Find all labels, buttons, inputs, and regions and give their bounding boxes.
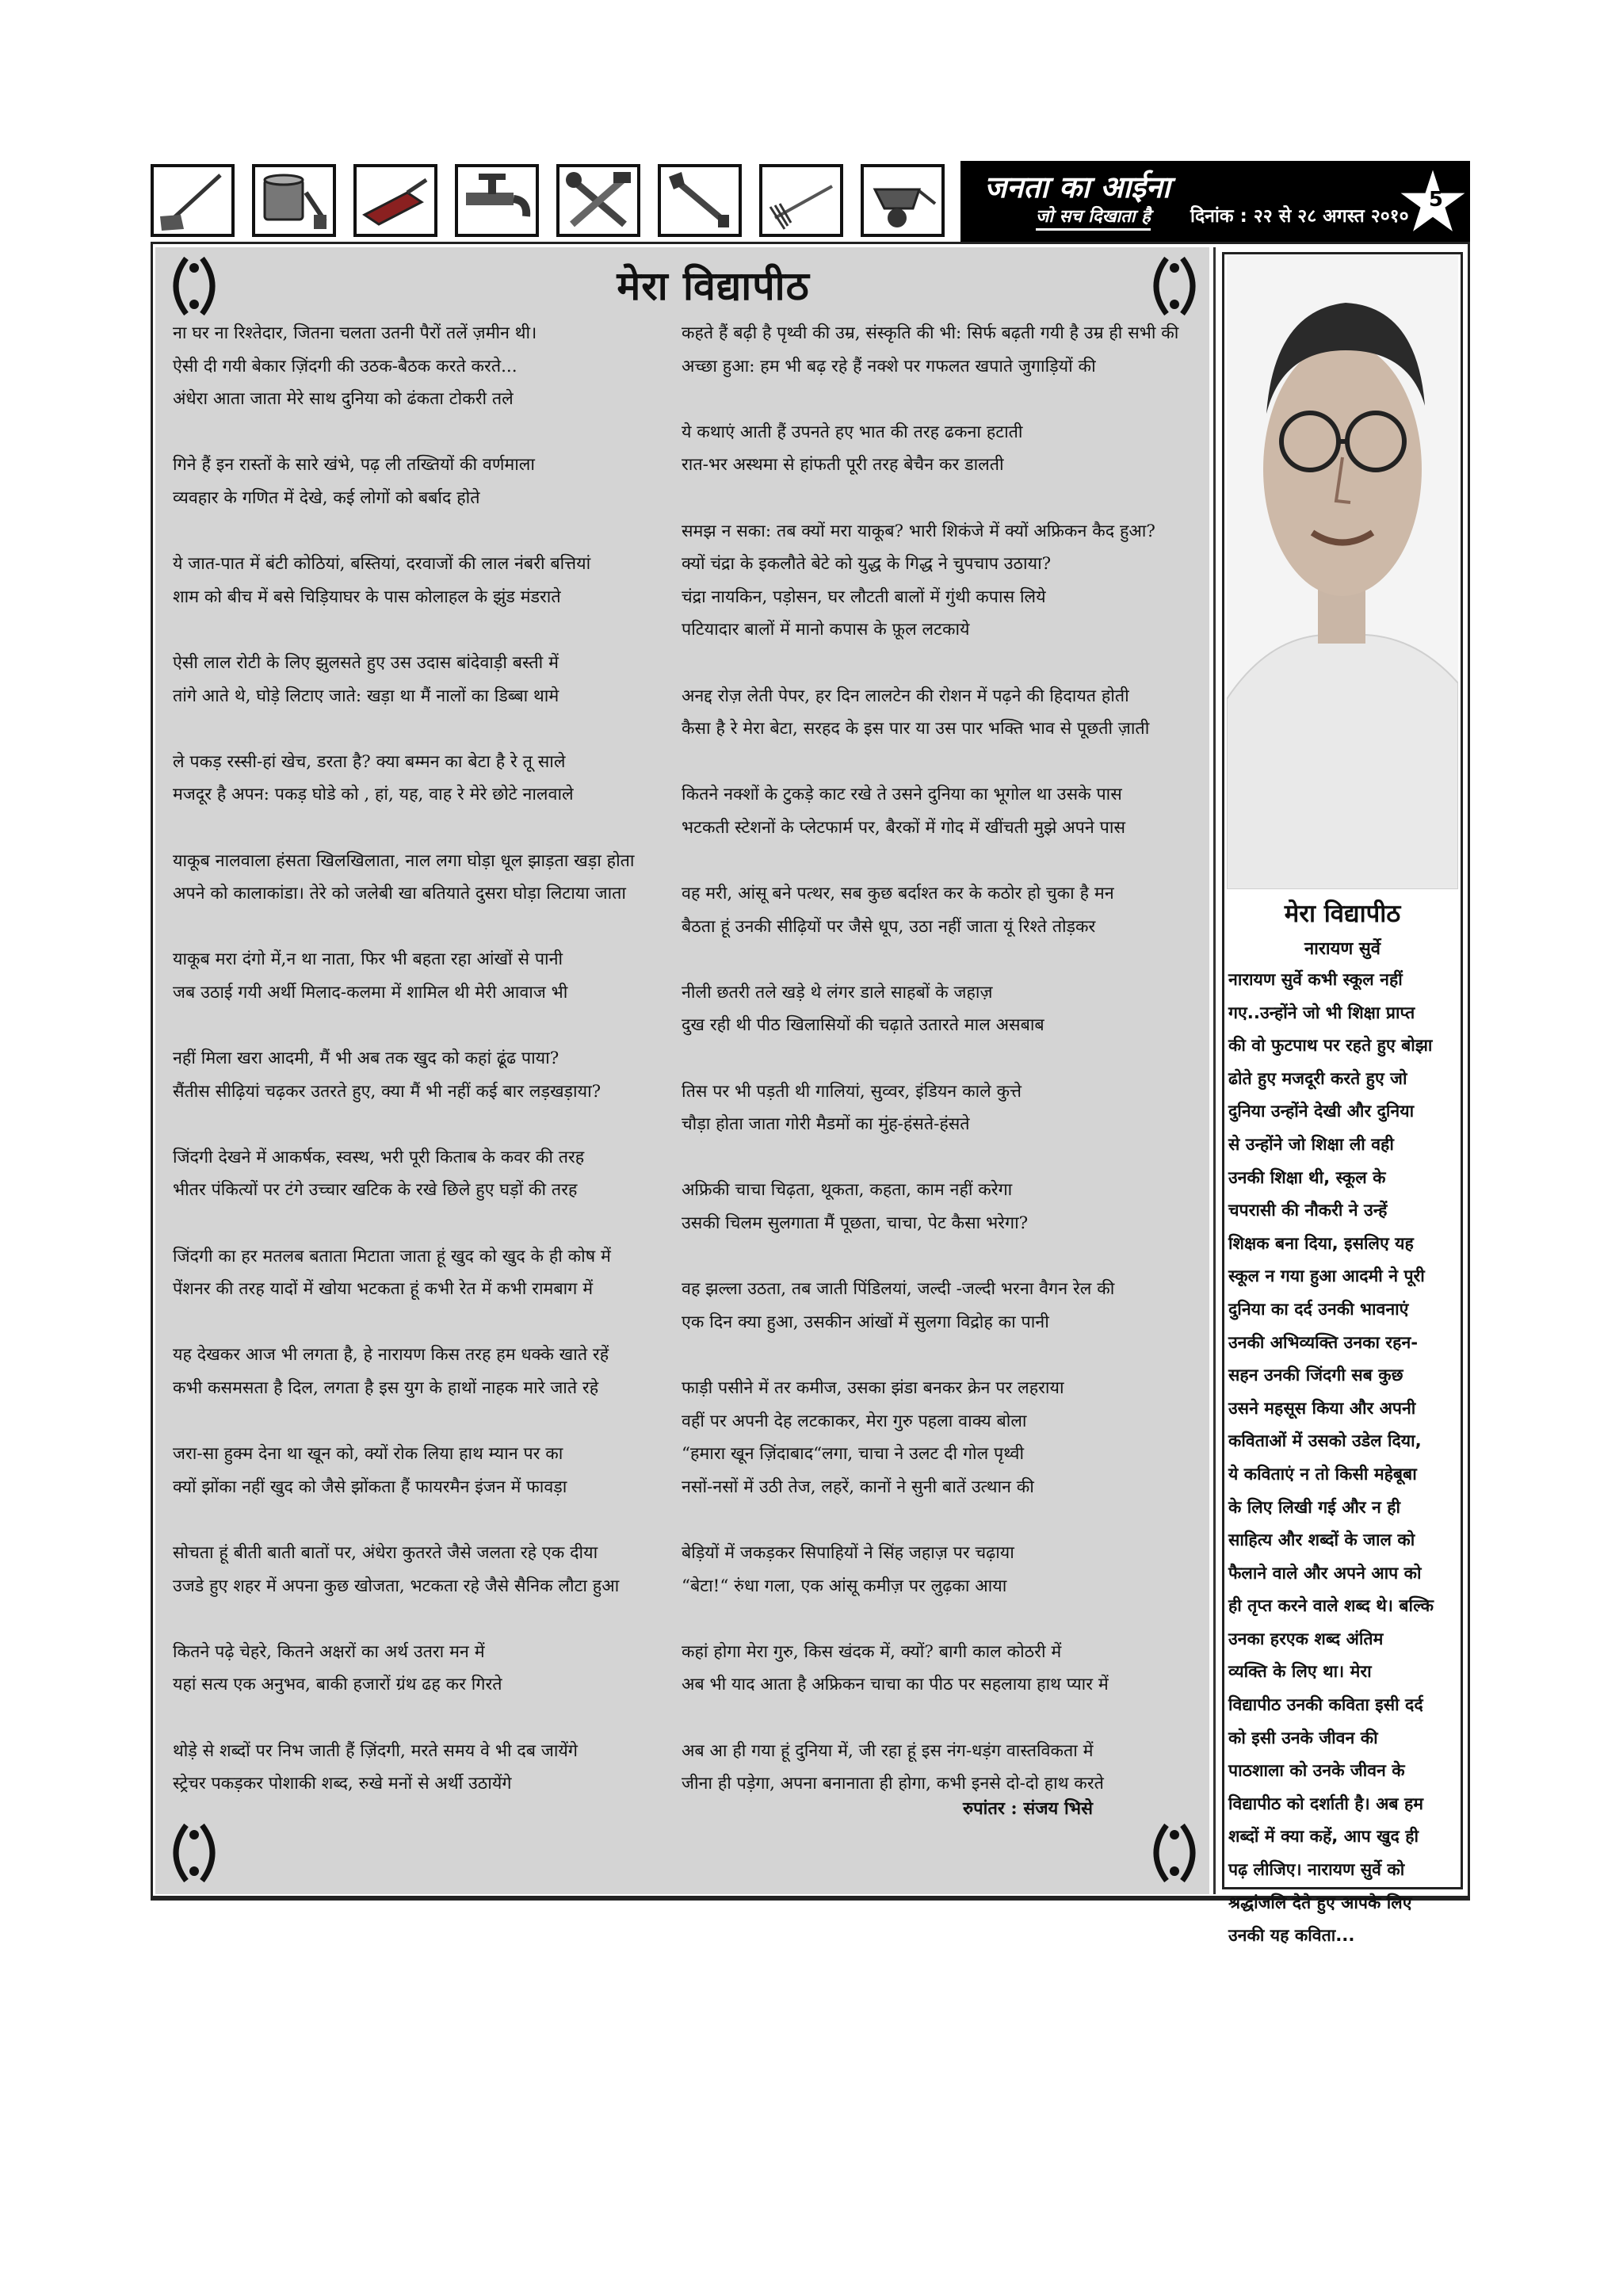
paint-bucket-icon	[252, 164, 336, 237]
page-header	[151, 161, 1470, 242]
poem-line	[682, 1240, 1178, 1274]
sidebar-line: पाठशाला को उनके जीवन के	[1228, 1761, 1405, 1782]
poem-line: क्यों चंद्रा के इकलौते बेटे को युद्ध के गिद्ध ने चुपचाप उठाया?	[682, 554, 1052, 575]
poem-line: अपने को कालाकांडा। तेरे को जलेबी खा बतियाते दुसरा घोड़ा लिटाया जाता	[173, 884, 627, 904]
poem-line: सोचता हूं बीती बाती बातों पर, अंधेरा कुतरते जैसे जलता रहे एक दीया	[173, 1542, 598, 1563]
poem-line: व्यवहार के गणित में देखे, कई लोगों को बर्बाद होते	[173, 487, 480, 508]
poem-line: चौड़ा होता जाता गोरी मैडमों का मुंह-हंसते-हंसते	[682, 1114, 970, 1135]
poem-line	[682, 1503, 1178, 1537]
poem-line	[173, 911, 634, 944]
sidebar-line: ढोते हुए मजदूरी करते हुए जो	[1228, 1068, 1407, 1089]
page-number: 5	[1428, 188, 1443, 212]
sidebar-line: स्कूल न गया हुआ आदमी ने पूरी	[1228, 1266, 1425, 1287]
poem-line	[682, 1339, 1178, 1372]
poem-line: दुख रही थी पीठ खिलासियों की चढ़ाते उतारते माल असबाब	[682, 1015, 1044, 1036]
poem-line: जरा-सा हुक्म देना था खून को, क्यों रोक लिया हाथ म्यान पर का	[173, 1444, 563, 1465]
poet-photo	[1227, 255, 1458, 889]
issue-date: दिनांक : २२ से २८ अगस्त २०१०	[1190, 206, 1409, 227]
sidebar-line: शब्दों में क्या कहें, आप खुद ही	[1228, 1827, 1419, 1847]
sidebar-line: के लिए लिखी गई और न ही	[1228, 1497, 1401, 1518]
poem-line	[682, 383, 1178, 416]
poem-line	[173, 812, 634, 845]
poem-line	[682, 943, 1178, 976]
poem-line	[682, 746, 1178, 779]
poem-line: नीली छतरी तले खड़े थे लंगर डाले साहबों के जहाज़	[682, 982, 993, 1003]
poem-line: क्यों झोंका नहीं खुद को जैसे झोंकता हैं फायरमैन इंजन में फावड़ा	[173, 1477, 567, 1497]
poem-line: अब भी याद आता है अफ्रिकन चाचा का पीठ पर सहलाया हाथ प्यार में	[682, 1675, 1109, 1695]
poem-right-column	[682, 317, 1178, 1801]
poem-line: ऐसी लाल रोटी के लिए झुलसते हुए उस उदास बांदेवाड़ी बस्ती में	[173, 652, 559, 673]
poem-line: पटियादार बालों में मानो कपास के फ़ूल लटकाये	[682, 620, 970, 640]
poem-line: उजडे हुए शहर में अपना कुछ खोजता, भटकता रहे जैसे सैनिक लौटा हुआ	[173, 1576, 620, 1596]
water-tap-icon	[455, 164, 539, 237]
poem-line: गिने हैं इन रास्तों के सारे खंभे, पढ़ ली तख्तियों की वर्णमाला	[173, 455, 535, 476]
poem-line: कभी कसमसता है दिल, लगता है इस युग के हाथों नाहक मारे जाते रहे	[173, 1378, 599, 1398]
poem-line	[173, 1503, 634, 1537]
sidebar-line: साहित्य और शब्दों के जाल को	[1228, 1530, 1415, 1551]
poem-line: शाम को बीच में बसे चिड़ियाघर के पास कोलाहल के झुंड मंडराते	[173, 586, 561, 607]
poem-line	[682, 845, 1178, 878]
ornament-icon	[1143, 252, 1206, 320]
poem-line: जीना ही पड़ेगा, अपना बनानाता ही होगा, कभी इनसे दो-दो हाथ करते	[682, 1774, 1104, 1794]
sidebar-line: को इसी उनके जीवन की	[1228, 1728, 1378, 1748]
poem-line: अंधेरा आता जाता मेरे साथ दुनिया को ढंकता टोकरी तले	[173, 389, 514, 410]
poem-line	[173, 1603, 634, 1636]
poem-line	[682, 1141, 1178, 1175]
poem-line	[173, 1009, 634, 1042]
poet-portrait-image	[1227, 255, 1458, 889]
sidebar-line: विद्यापीठ उनकी कविता इसी दर्द	[1228, 1695, 1423, 1716]
poem-line	[173, 1702, 634, 1735]
poem-line	[682, 1603, 1178, 1636]
sidebar-line: दुनिया उन्होंने देखी और दुनिया	[1228, 1102, 1415, 1122]
poem-line: ये कथाएं आती हैं उपनते हए भात की तरह ढकना हटाती	[682, 422, 1023, 442]
poem-line: मजदूर है अपन: पकड़ घोडे को , हां, यह, वाह रे मेरे छोटे नालवाले	[173, 785, 574, 805]
sidebar-line: सहन उनकी जिंदगी सब कुछ	[1228, 1366, 1403, 1386]
poem-line: यह देखकर आज भी लगता है, हे नारायण किस तरह हम धक्के खाते रहें	[173, 1345, 609, 1366]
poem-line: तांगे आते थे, घोड़े लिटाए जाते: खड़ा था मैं नालों का डिब्बा थामे	[173, 686, 559, 706]
poem-line: यहां सत्य एक अनुभव, बाकी हजारों ग्रंथ ढह कर गिरते	[173, 1675, 502, 1695]
poem-line: ऐसी दी गयी बेकार ज़िंदगी की उठक-बैठक करते करते...	[173, 356, 517, 376]
tools-icon	[556, 164, 640, 237]
poem-line	[173, 1306, 634, 1339]
poem-line	[173, 613, 634, 647]
ornament-icon	[1143, 1819, 1206, 1887]
poem-line: फाड़ी पसीने में तर कमीज, उसका झंडा बनकर क्रेन पर लहराया	[682, 1378, 1064, 1398]
rake-icon	[759, 164, 843, 237]
sidebar-line: ये कविताएं न तो किसी महेबूबा	[1228, 1464, 1417, 1484]
poem-line: अच्छा हुआ: हम भी बढ़ रहे हैं नक्शे पर गफलत खपाते जुगाड़ियों की	[682, 356, 1096, 376]
sidebar-line: नारायण सुर्वे कभी स्कूल नहीं	[1228, 970, 1403, 990]
poem-line	[682, 1702, 1178, 1735]
poem-line: “हमारा खून ज़िंदाबाद“लगा, चाचा ने उलट दी गोल पृथ्वी	[682, 1444, 1025, 1465]
sidebar-line: ही तृप्त करने वाले शब्द थे। बल्कि	[1228, 1596, 1434, 1617]
sidebar-line: व्यक्ति के लिए था। मेरा	[1228, 1662, 1372, 1683]
poem-line	[173, 416, 634, 449]
newspaper-title: जनता का आईना	[984, 170, 1170, 204]
newspaper-tagline: जो सच दिखाता है	[1036, 204, 1151, 231]
poem-line: कितने नक्शों के टुकड़े काट रखे ते उसने दुनिया का भूगोल था उसके पास	[682, 785, 1122, 805]
poem-line: अब आ ही गया हूं दुनिया में, जी रहा हूं इस नंग-धड़ंग वास्तविकता में	[682, 1740, 1094, 1761]
poem-line	[682, 1042, 1178, 1075]
poem-line: कितने पढ़े चेहरे, कितने अक्षरों का अर्थ उतरा मन में	[173, 1641, 485, 1662]
poem-line: भटकती स्टेशनों के प्लेटफार्म पर, बैरकों में गोद में खींचती मुझे अपने पास	[682, 817, 1125, 838]
poem-line: ना घर ना रिश्तेदार, जितना चलता उतनी पैरों तलें ज़मीन थी।	[173, 323, 537, 343]
poem-line	[173, 1405, 634, 1438]
poem-line: अफ्रिकी चाचा चिढ़ता, थूकता, कहता, काम नहीं करेगा	[682, 1180, 1013, 1201]
poem-line: उसकी चिलम सुलगाता मैं पूछता, चाचा, पेट कैसा भरेगा?	[682, 1213, 1029, 1234]
poem-line: वहीं पर अपनी देह लटकाकर, मेरा गुरु पहला वाक्य बोला	[682, 1411, 1027, 1431]
poem-line: नसों-नसों में उठी तेज, लहरें, कानों ने सुनी बातें उत्थान की	[682, 1477, 1034, 1497]
poem-line: वह झल्ला उठता, तब जाती पिंडिलयां, जल्दी -जल्दी भरना वैगन रेल की	[682, 1279, 1115, 1300]
poem-line: “बेटा!“ रुंधा गला, एक आंसू कमीज़ पर लुढ़का आया	[682, 1576, 1007, 1596]
poem-line: रात-भर अस्थमा से हांफती पूरी तरह बेचैन कर डालती	[682, 455, 1004, 476]
wheelbarrow-icon	[861, 164, 945, 237]
poem-line	[682, 482, 1178, 515]
sidebar-line: से उन्होंने जो शिक्षा ली वही	[1228, 1134, 1394, 1155]
poem-line: जिंदगी देखने में आकर्षक, स्वस्थ, भरी पूरी किताब के कवर की तरह	[173, 1147, 585, 1167]
poem-line: कहते हैं बढ़ी है पृथ्वी की उम्र, संस्कृति की भी: सिर्फ बढ़ती गयी है उम्र ही सभी की	[682, 323, 1179, 343]
poem-line: कैसा है रे मेरा बेटा, सरहद के इस पार या उस पार भक्ति भाव से पूछती ज़ाती	[682, 719, 1150, 739]
sidebar-line: उनकी यह कविता...	[1228, 1926, 1355, 1946]
sidebar-line: कविताओं में उसको उडेल दिया,	[1228, 1431, 1422, 1452]
poem-line: एक दिन क्या हुआ, उसकीन आंखों में सुलगा विद्रोह का पानी	[682, 1312, 1049, 1332]
poem-left-column	[173, 317, 634, 1801]
sidebar-line: की वो फुटपाथ पर रहते हुए बोझा	[1228, 1036, 1433, 1056]
ornament-icon	[162, 1819, 226, 1887]
sidebar-line: शिक्षक बना दिया, इसलिए यह	[1228, 1233, 1414, 1254]
trowel-icon	[353, 164, 437, 237]
poem-line: कहां होगा मेरा गुरु, किस खंदक में, क्यों? बागी काल कोठरी में	[682, 1641, 1062, 1662]
poem-line: नहीं मिला खरा आदमी, मैं भी अब तक खुद को कहां ढूंढ पाया?	[173, 1049, 559, 1069]
poem-line	[682, 647, 1178, 680]
ornament-icon	[162, 252, 226, 320]
poem-line	[173, 712, 634, 746]
sidebar-line: फैलाने वाले और अपने आप को	[1228, 1563, 1422, 1584]
sidebar-line: गए..उन्होंने जो भी शिक्षा प्राप्त	[1228, 1003, 1415, 1023]
poem-line: बेड़ियों में जकड़कर सिपाहियों ने सिंह जहाज़ पर चढ़ाया	[682, 1542, 1014, 1563]
poem-line	[173, 515, 634, 548]
hoe-icon	[151, 164, 235, 237]
poem-line: अनद्द रोज़ लेती पेपर, हर दिन लालटेन की रोशन में पढ़ने की हिदायत होती	[682, 686, 1129, 706]
sidebar-line: उनका हरएक शब्द अंतिम	[1228, 1629, 1384, 1649]
poem-line: पेंशनर की तरह यादों में खोया भटकता हूं कभी रेत में कभी रामबाग में	[173, 1279, 594, 1300]
poem-line	[173, 1207, 634, 1240]
poem-line: जिंदगी का हर मतलब बताता मिटाता जाता हूं खुद को खुद के ही कोष में	[173, 1246, 611, 1266]
sidebar-title: मेरा विद्यापीठ	[1284, 900, 1401, 928]
sidebar-line: चपरासी की नौकरी ने उन्हें	[1228, 1201, 1388, 1221]
poem-line: सैंतीस सीढ़ियां चढ़कर उतरते हुए, क्या मैं भी नहीं कई बार लड़खड़ाया?	[173, 1081, 601, 1102]
poem-line: चंद्रा नायकिन, पड़ोसन, घर लौटती बालों में गुंथी कपास लिये	[682, 586, 1046, 607]
sidebar-line: विद्यापीठ को दर्शाती है। अब हम	[1228, 1794, 1424, 1814]
poem-line: तिस पर भी पड़ती थी गालियां, सुव्वर, इंडियन काले कुत्ते	[682, 1081, 1022, 1102]
sidebar-author: नारायण सुर्वे	[1304, 938, 1381, 959]
sidebar-line: उसने महसूस किया और अपनी	[1228, 1398, 1416, 1419]
wrench-icon	[658, 164, 742, 237]
poem-line: बैठता हूं उनकी सीढ़ियों पर जैसे धूप, उठा नहीं जाता यूं रिश्ते तोड़कर	[682, 916, 1096, 937]
sidebar-line: श्रद्धांजलि देते हुए आपके लिए	[1228, 1893, 1412, 1913]
poem-line: याकूब मरा दंगो में,न था नाता, फिर भी बहता रहा आंखों से पानी	[173, 949, 563, 970]
poem-line: ये जात-पात में बंटी कोठियां, बस्तियां, दरवाजों की लाल नंबरी बत्तियां	[173, 554, 591, 575]
sidebar-line: उनकी शिक्षा थी, स्कूल के	[1228, 1167, 1386, 1188]
sidebar-text	[1228, 964, 1457, 1953]
poem-title: मेरा विद्यापीठ	[617, 262, 810, 309]
poem-line: स्ट्रेचर पकड़कर पोशाकी शब्द, रुखे मनों से अर्थी उठायेंगे	[173, 1774, 512, 1794]
masthead	[960, 161, 1470, 242]
poem-line	[173, 1108, 634, 1141]
poem-line: वह मरी, आंसू बने पत्थर, सब कुछ बर्दाश्त कर के कठोर हो चुका है मन	[682, 884, 1114, 904]
sidebar-line: पढ़ लीजिए। नारायण सुर्वे को	[1228, 1860, 1405, 1881]
poem-line: भीतर पंकित्यों पर टंगे उच्चार खटिक के रखे छिले हुए घड़ों की तरह	[173, 1180, 578, 1201]
poem-line: जब उठाई गयी अर्थी मिलाद-कलमा में शामिल थी मेरी आवाज भी	[173, 982, 568, 1003]
sidebar-line: उनकी अभिव्यक्ति उनका रहन-	[1228, 1332, 1419, 1353]
translator-credit: रुपांतर : संजय भिसे	[963, 1798, 1093, 1819]
poem-line: समझ न सका: तब क्यों मरा याकूब? भारी शिकंजे में क्यों अफ्रिकन कैद हुआ?	[682, 521, 1155, 541]
poem-line: याकूब नालवाला हंसता खिलखिलाता, नाल लगा घोड़ा धूल झाड़ता खड़ा होता	[173, 850, 635, 871]
poem-line: थोड़े से शब्दों पर निभ जाती हैं ज़िंदगी, मरते समय वे भी दब जायेंगे	[173, 1740, 578, 1761]
column-divider	[1213, 247, 1216, 1894]
poem-line: ले पकड़ रस्सी-हां खेच, डरता है? क्या बम्मन का बेटा है रे तू साले	[173, 751, 566, 772]
sidebar-line: दुनिया का दर्द उनकी भावनाएं	[1228, 1299, 1409, 1320]
